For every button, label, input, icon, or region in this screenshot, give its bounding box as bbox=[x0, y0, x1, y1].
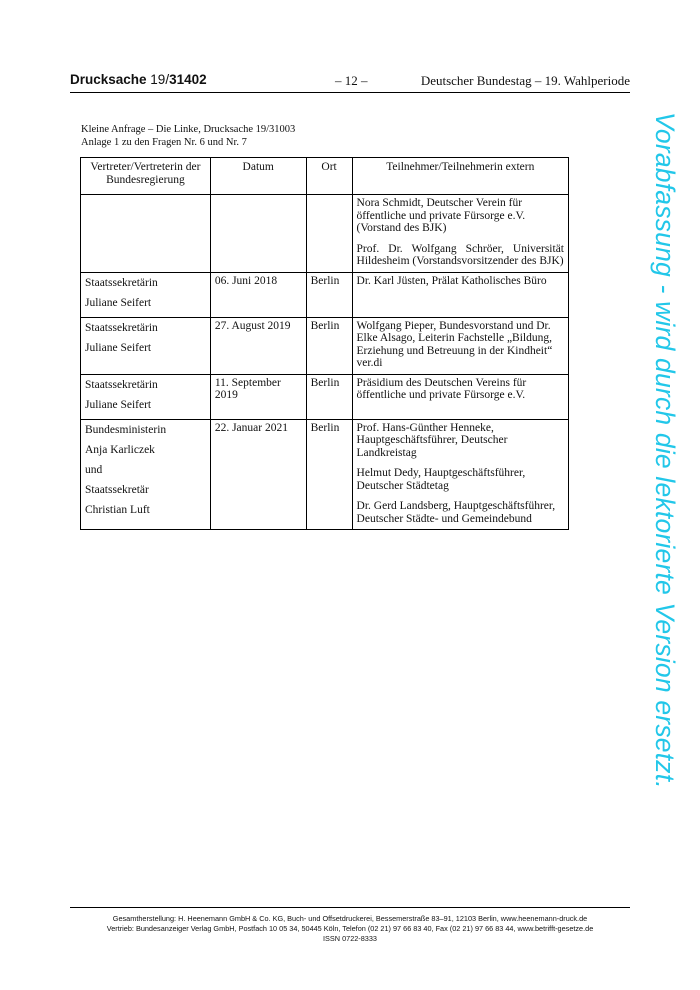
cell-place bbox=[306, 195, 352, 273]
table-row bbox=[81, 317, 569, 374]
representative-line: Staatssekretärin bbox=[85, 276, 158, 289]
representative-line: Anja Karliczek bbox=[85, 443, 155, 456]
cell-participants bbox=[352, 272, 568, 317]
participant: Wolfgang Pieper, Bundesvorstand und Dr. Elke Alsago, Leiterin Fachstelle „Bildung, Erziehung und Betreuung in der Kindheit“ ver.di bbox=[356, 319, 553, 369]
participant: Dr. Karl Jüsten, Prälat Katholisches Büro bbox=[356, 274, 547, 287]
footer-line-3: ISSN 0722-8333 bbox=[323, 934, 377, 943]
page-footer bbox=[70, 914, 630, 944]
cell-date: 06. Juni 2018 bbox=[210, 272, 306, 317]
participant: Prof. Dr. Wolfgang Schröer, Universität Hildesheim (Vorstandsvorsitzender des BJK) bbox=[356, 242, 564, 267]
header-rule bbox=[70, 92, 630, 93]
page-number: – 12 – bbox=[335, 73, 368, 88]
cell-participants bbox=[352, 317, 568, 374]
representative-line: Juliane Seifert bbox=[85, 341, 152, 354]
representative-line: und bbox=[85, 463, 103, 476]
page-header bbox=[70, 72, 630, 92]
header-place: Ort bbox=[306, 158, 352, 195]
representative-line: Staatssekretärin bbox=[85, 378, 158, 391]
representative-line: Bundesministerin bbox=[85, 423, 167, 436]
footer-line-1: Gesamtherstellung: H. Heenemann GmbH & Co. KG, Buch- und Offsetdruckerei, Bessemerstraße 83–91, 12103 Berlin, www.heenemann-druck.de bbox=[112, 914, 588, 923]
cell-representative bbox=[81, 195, 211, 273]
cell-place: Berlin bbox=[306, 317, 352, 374]
participant: Nora Schmidt, Deutscher Verein für öffentliche und private Fürsorge e.V. (Vorstand des BJK) bbox=[356, 197, 526, 234]
table-row bbox=[81, 195, 569, 273]
cell-representative bbox=[81, 272, 211, 317]
cell-participants bbox=[352, 195, 568, 273]
doc-number: 31402 bbox=[169, 72, 207, 87]
footer-rule bbox=[70, 907, 630, 908]
cell-date: 27. August 2019 bbox=[210, 317, 306, 374]
cell-date: 22. Januar 2021 bbox=[210, 419, 306, 530]
participant: Präsidium des Deutschen Vereins für öffentliche und private Fürsorge e.V. bbox=[356, 376, 527, 401]
cell-representative bbox=[81, 374, 211, 419]
table-row bbox=[81, 419, 569, 530]
participant: Helmut Dedy, Hauptgeschäftsführer, Deutscher Städtetag bbox=[356, 467, 526, 492]
cell-representative bbox=[81, 419, 211, 530]
representative-line: Juliane Seifert bbox=[85, 398, 152, 411]
cell-place: Berlin bbox=[306, 272, 352, 317]
cell-participants bbox=[352, 419, 568, 530]
table-row bbox=[81, 374, 569, 419]
participant: Dr. Gerd Landsberg, Hauptgeschäftsführer, Deutscher Städte- und Gemeindebund bbox=[356, 500, 556, 525]
header-date: Datum bbox=[210, 158, 306, 195]
representative-line: Christian Luft bbox=[85, 503, 150, 516]
header-representative: Vertreter/Vertreterin der Bundesregierung bbox=[81, 158, 211, 195]
intro-block bbox=[81, 123, 295, 149]
meetings-table bbox=[80, 157, 569, 530]
intro-line-2: Anlage 1 zu den Fragen Nr. 6 und Nr. 7 bbox=[81, 137, 247, 148]
cell-place: Berlin bbox=[306, 419, 352, 530]
draft-watermark: Vorabfassung - wird durch die lektorierte Version ersetzt. bbox=[650, 112, 680, 789]
cell-representative bbox=[81, 317, 211, 374]
doc-prefix: Drucksache bbox=[70, 72, 151, 87]
cell-place: Berlin bbox=[306, 374, 352, 419]
cell-date bbox=[210, 195, 306, 273]
doc-series: 19/ bbox=[150, 72, 170, 87]
intro-line-1: Kleine Anfrage – Die Linke, Drucksache 19/31003 bbox=[81, 124, 296, 135]
table-header-row bbox=[81, 158, 569, 195]
document-number bbox=[70, 72, 207, 87]
footer-line-2: Vertrieb: Bundesanzeiger Verlag GmbH, Postfach 10 05 34, 50445 Köln, Telefon (02 21) 97 66 83 40, Fax (02 21) 97 66 83 44, www.betrifft-gesetze.de bbox=[106, 924, 594, 933]
header-participants: Teilnehmer/Teilnehmerin extern bbox=[352, 158, 568, 195]
table-row bbox=[81, 272, 569, 317]
cell-participants bbox=[352, 374, 568, 419]
representative-line: Juliane Seifert bbox=[85, 296, 152, 309]
representative-line: Staatssekretär bbox=[85, 483, 149, 496]
parliament-title: Deutscher Bundestag – 19. Wahlperiode bbox=[420, 73, 630, 88]
participant: Prof. Hans-Günther Henneke, Hauptgeschäftsführer, Deutscher Landkreistag bbox=[356, 421, 508, 459]
cell-date: 11. September 2019 bbox=[210, 374, 306, 419]
representative-line: Staatssekretärin bbox=[85, 321, 158, 334]
